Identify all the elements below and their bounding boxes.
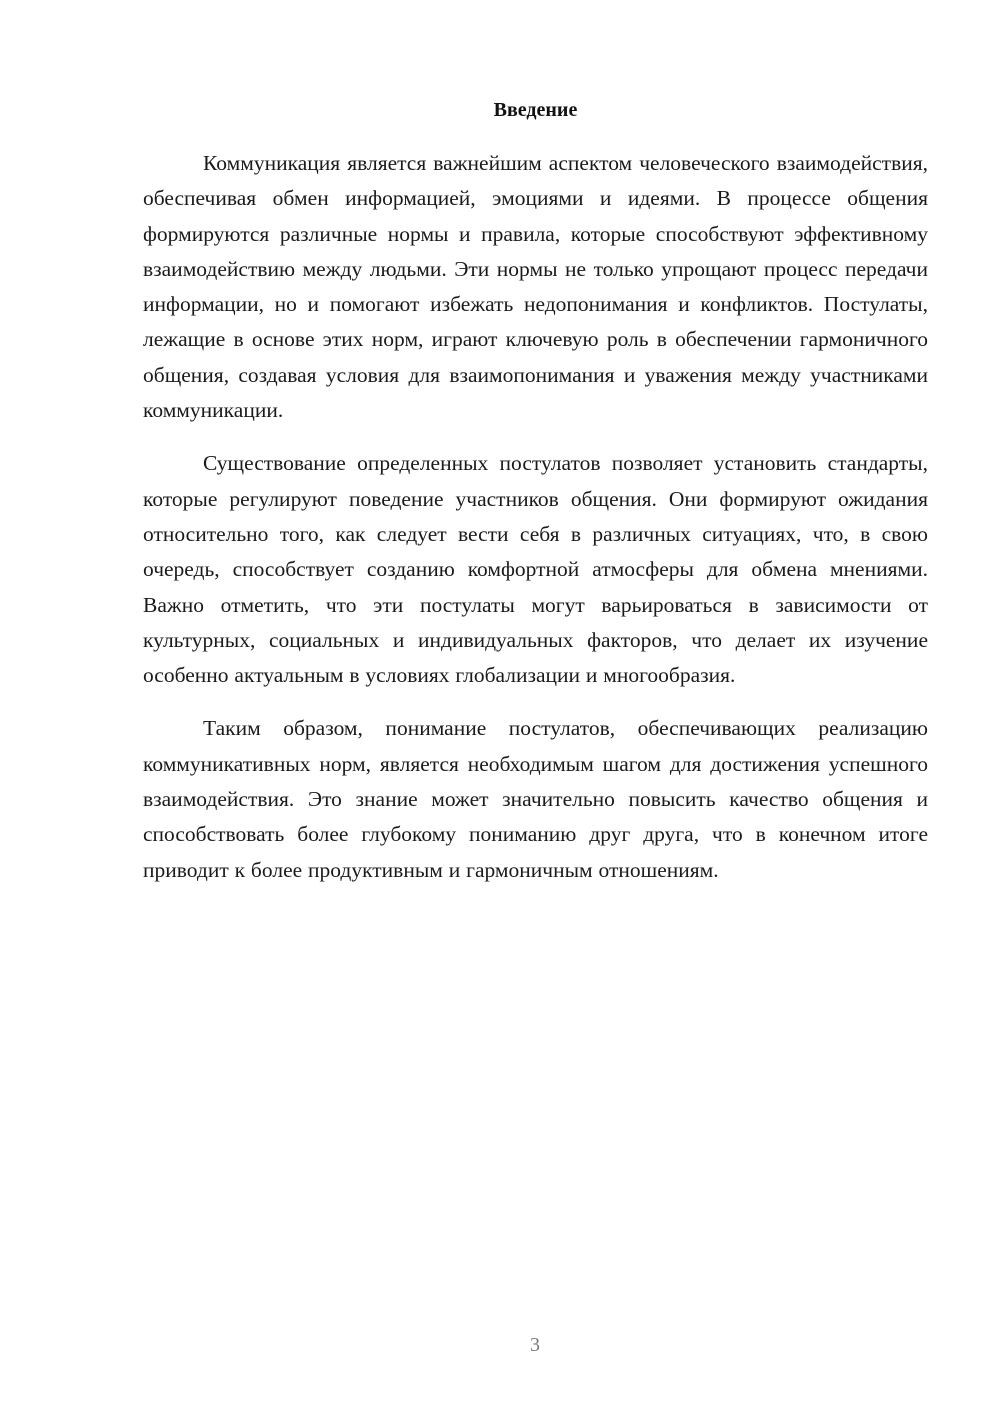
document-page [143,96,928,906]
paragraph-2: Существование определенных постулатов позволяет установить стандарты, которые регулируют поведение участников общения. Они формируют ожидания относительно того, как следует вести себя в различных ситуациях, что, в свою очередь, способствует созданию комфортной атмосферы для обмена мнениями. Важно отметить, что эти постулаты могут варьироваться в зависимости от культурных, социальных и индивидуальных факторов, что делает их изучение особенно актуальным в условиях глобализации и многообразия. [143,451,928,688]
section-heading: Введение [493,99,578,121]
paragraph-3: Таким образом, понимание постулатов, обеспечивающих реализацию коммуникативных норм, является необходимым шагом для достижения успешного взаимодействия. Это знание может значительно повысить качество общения и способствовать более глубокому пониманию друг друга, что в конечном итоге приводит к более продуктивным и гармоничным отношениям. [143,716,928,882]
page-number: 3 [530,1334,540,1356]
paragraph-1: Коммуникация является важнейшим аспектом человеческого взаимодействия, обеспечивая обмен информацией, эмоциями и идеями. В процессе общения формируются различные нормы и правила, которые способствуют эффективному взаимодействию между людьми. Эти нормы не только упрощают процесс передачи информации, но и помогают избежать недопонимания и конфликтов. Постулаты, лежащие в основе этих норм, играют ключевую роль в обеспечении гармоничного общения, создавая условия для взаимопонимания и уважения между участниками коммуникации. [143,151,928,423]
